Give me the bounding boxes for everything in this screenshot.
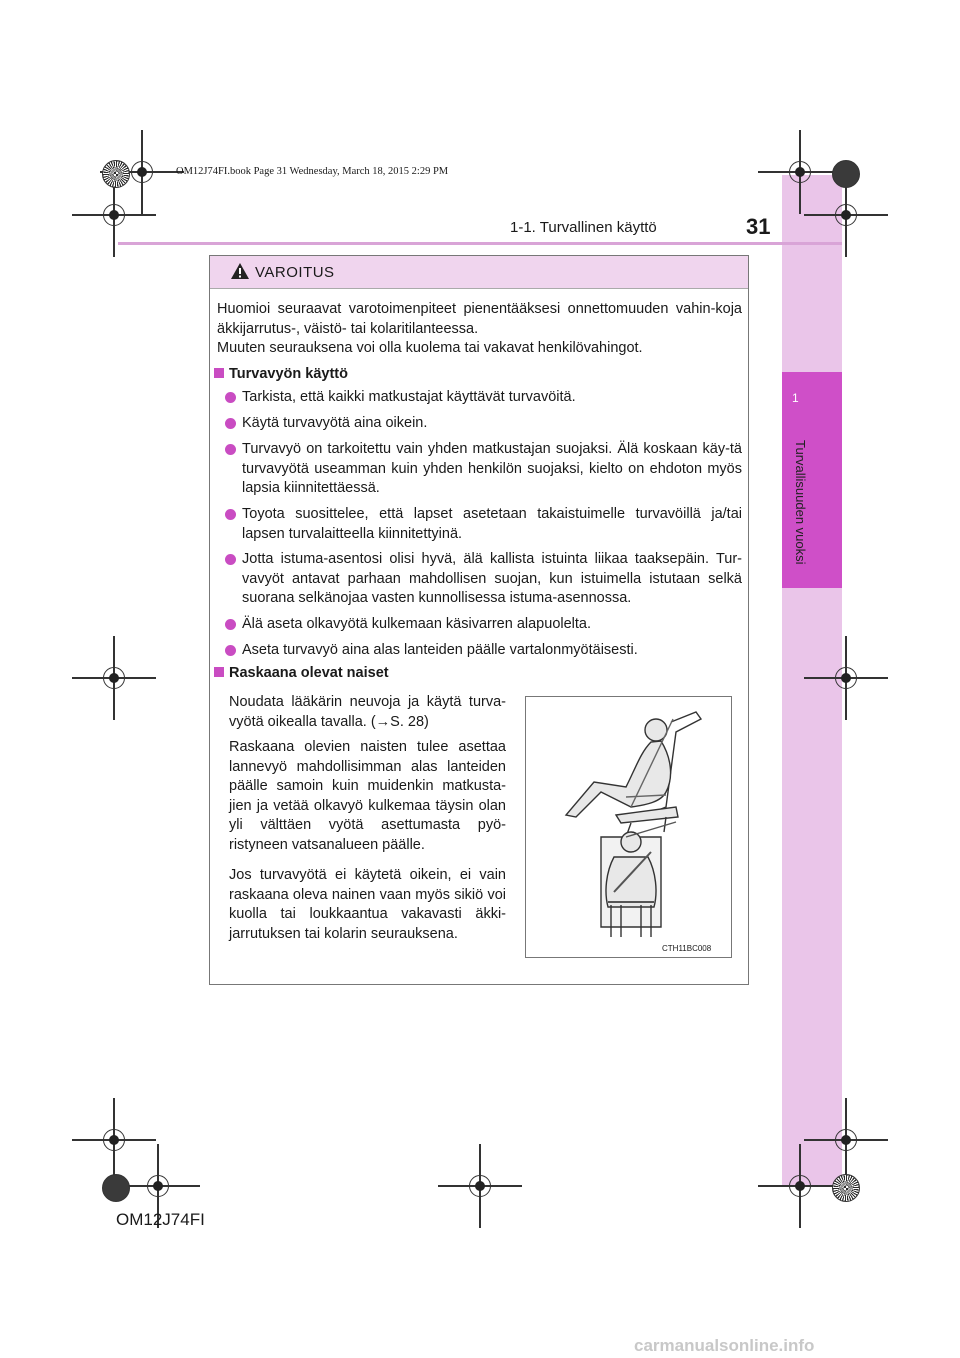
seatbelt-illustration	[525, 696, 732, 958]
section-heading-pregnant	[214, 665, 389, 681]
square-bullet-icon	[214, 368, 224, 378]
section-heading-text: Turvavyön käyttö	[229, 366, 348, 382]
bullet-icon	[225, 392, 236, 403]
watermark: carmanualsonline.info	[634, 1336, 815, 1355]
bullet-icon	[225, 554, 236, 565]
square-bullet-icon	[214, 667, 224, 677]
list-item: Toyota suosittelee, että lapset asetetaan takaistuimelle turvavöillä ja/tai lapsen turvalaitteella kiinnitettyinä.	[242, 506, 742, 542]
bullet-icon	[225, 509, 236, 520]
chapter-title: 1-1. Turvallinen käyttö	[510, 219, 657, 236]
section-heading-seatbelt	[214, 366, 348, 382]
warning-label: VAROITUS	[255, 264, 335, 281]
warning-header	[210, 256, 748, 289]
starburst-mark	[832, 1174, 860, 1202]
document-code: OM12J74FI	[116, 1210, 205, 1229]
warning-triangle-icon	[230, 262, 250, 285]
warning-intro-consequence: Muuten seurauksena voi olla kuolema tai vakavat henkilövahingot.	[217, 340, 643, 356]
pregnant-paragraph: Noudata lääkärin neuvoja ja käytä turva-vyötä oikealla tavalla. (→S. 28)	[229, 694, 506, 730]
list-item: Käytä turvavyötä aina oikein.	[242, 415, 428, 431]
pregnant-paragraph: Jos turvavyötä ei käytetä oikein, ei vain raskaana oleva nainen vaan myös sikiö voi kuolla tai loukkaantua vakavasti äkki-jarrutuksen tai kolarin seurauksena.	[229, 867, 506, 942]
warning-intro: Huomioi seuraavat varotoimenpiteet pienentääksesi onnettomuuden vahin-koja äkkijarrutus-, väistö- tai kolaritilanteessa.	[217, 301, 742, 337]
figure-caption: CTH11BC008	[662, 944, 712, 953]
list-item: Tarkista, että kaikki matkustajat käyttävät turvavöitä.	[242, 389, 576, 405]
side-tab-title: Turvallisuuden vuoksi	[793, 440, 808, 565]
pregnant-seatbelt-drawing	[526, 697, 731, 942]
list-item: Aseta turvavyö aina alas lanteiden päälle vartalonmyötäisesti.	[242, 642, 638, 658]
list-item: Jotta istuma-asentosi olisi hyvä, älä kallista istuinta liikaa taaksepäin. Tur-vavyöt antavat parhaan mahdollisen suojan, kun istuimella istutaan selkä suorana selkänojaa vasten kunnollisessa istuma-asennossa.	[242, 551, 742, 606]
starburst-mark	[832, 160, 860, 188]
bullet-icon	[225, 418, 236, 429]
list-item: Älä aseta olkavyötä kulkemaan käsivarren alapuolelta.	[242, 616, 592, 632]
header-rule	[118, 242, 842, 245]
starburst-mark	[102, 160, 130, 188]
bullet-icon	[225, 645, 236, 656]
starburst-mark	[102, 1174, 130, 1202]
list-item: Turvavyö on tarkoitettu vain yhden matkustajan suojaksi. Älä koskaan käy-tä turvavyötä useamman kuin yhden henkilön suojaksi, kielto on ehdoton myös lapsia kiinnitettäessä.	[242, 441, 742, 496]
bullet-icon	[225, 444, 236, 455]
side-tab-background	[782, 175, 842, 1185]
pregnant-paragraph: Raskaana olevien naisten tulee asettaa lannevyö mahdollisimman alas lanteiden päälle samoin kuin muidenkin matkusta-jien ja vetää olkavyö kulkemaa täysin olan yli välttäen vyötä asettumasta pyö-ristyneen vatsanalueen päälle.	[229, 739, 506, 853]
book-stamp: OM12J74FI.book Page 31 Wednesday, March 18, 2015 2:29 PM	[176, 166, 449, 177]
section-heading-text: Raskaana olevat naiset	[229, 665, 389, 681]
side-tab-number: 1	[792, 391, 799, 405]
page-number: 31	[746, 214, 771, 239]
bullet-icon	[225, 619, 236, 630]
